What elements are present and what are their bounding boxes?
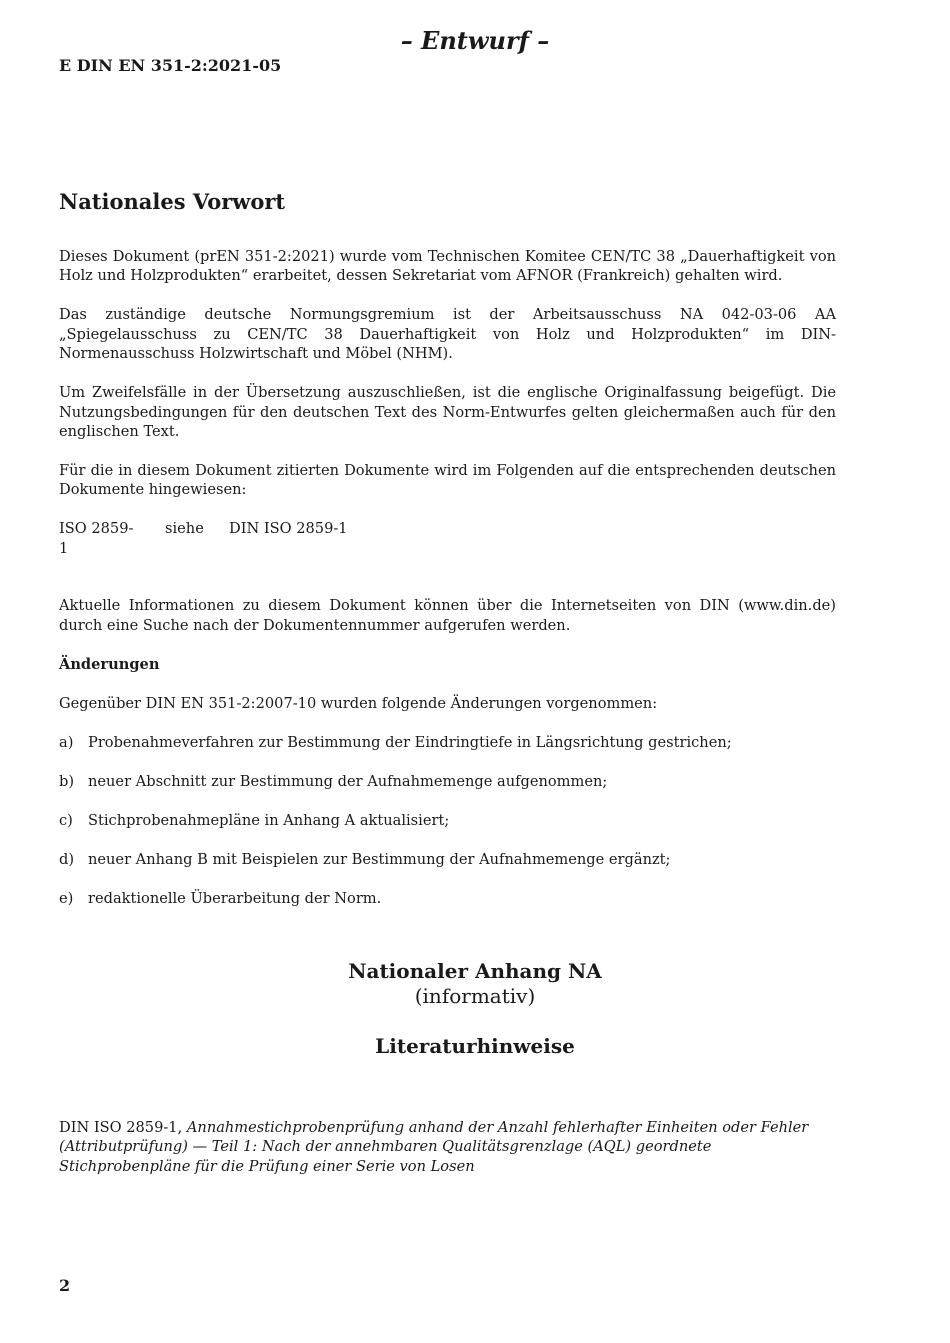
- paragraph: Für die in diesem Dokument zitierten Dokumente wird im Folgenden auf die entsprechenden deutschen Dokumente hingewiesen:: [59, 462, 836, 499]
- list-item-label: a): [59, 733, 74, 751]
- list-item: [59, 811, 836, 830]
- list-item-label: c): [59, 811, 73, 829]
- literature-title: Literaturhinweise: [375, 1034, 575, 1058]
- reference-to: DIN ISO 2859-1: [229, 520, 348, 538]
- paragraph: Um Zweifelsfälle in der Übersetzung auszuschließen, ist die englische Originalfassung beigefügt. Die Nutzungsbedingungen für den deutschen Text des Norm-Entwurfes gelten gleichermaßen auch für den englischen Text.: [59, 384, 836, 441]
- changes-intro: Gegenüber DIN EN 351-2:2007-10 wurden folgende Änderungen vorgenommen:: [59, 694, 658, 712]
- document-id: E DIN EN 351-2:2021-05: [59, 56, 282, 75]
- vorwort-title: Nationales Vorwort: [59, 189, 286, 214]
- list-item: [59, 889, 836, 908]
- list-item: [59, 733, 836, 752]
- reference-line: [59, 519, 836, 558]
- paragraph: Das zuständige deutsche Normungsgremium ist der Arbeitsausschuss NA 042-03-06 AA „Spiegelausschuss zu CEN/TC 38 Dauerhaftigkeit von Holz und Holzprodukten“ im DIN-Normenausschuss Holzwirtschaft und Möbel (NHM).: [59, 306, 836, 363]
- list-item-label: e): [59, 889, 74, 907]
- reference-from: ISO 2859-1: [59, 520, 134, 557]
- list-item-text: Probenahmeverfahren zur Bestimmung der Eindringtiefe in Längsrichtung gestrichen;: [88, 733, 732, 751]
- info-paragraph: Aktuelle Informationen zu diesem Dokument können über die Internetseiten von DIN (www.din.de) durch eine Suche nach der Dokumentennummer aufgerufen werden.: [59, 597, 836, 634]
- list-item-label: d): [59, 850, 75, 868]
- paragraph: Dieses Dokument (prEN 351-2:2021) wurde vom Technischen Komitee CEN/TC 38 „Dauerhaftigkeit von Holz und Holzprodukten“ erarbeitet, dessen Sekretariat vom AFNOR (Frankreich) gehalten wird.: [59, 248, 836, 285]
- list-item-text: Stichprobenahmepläne in Anhang A aktualisiert;: [88, 811, 450, 829]
- annex-title: Nationaler Anhang NA: [348, 959, 602, 983]
- page-number: 2: [59, 1276, 71, 1295]
- changes-heading: Änderungen: [59, 655, 160, 673]
- bibliography-entry: [59, 1118, 836, 1176]
- list-item-text: neuer Anhang B mit Beispielen zur Bestimmung der Aufnahmemenge ergänzt;: [88, 850, 671, 868]
- list-item: [59, 850, 836, 869]
- list-item-text: redaktionelle Überarbeitung der Norm.: [88, 889, 382, 907]
- bibliography-ref-title: Annahmestichprobenprüfung anhand der Anzahl fehlerhafter Einheiten oder Fehler (Attributprüfung) — Teil 1: Nach der annehmbaren Qualitätsgrenzlage (AQL) geordnete Stichprobenpläne für die Prüfung einer Serie von Losen: [59, 1119, 809, 1175]
- list-item: [59, 772, 836, 791]
- vorwort-section: [59, 188, 836, 928]
- draft-label: – Entwurf –: [400, 26, 550, 55]
- annex-heading: [0, 958, 950, 1059]
- list-item-text: neuer Abschnitt zur Bestimmung der Aufnahmemenge aufgenommen;: [88, 772, 608, 790]
- list-item-label: b): [59, 772, 75, 790]
- reference-relation: siehe: [165, 520, 204, 538]
- annex-subtitle: (informativ): [414, 984, 536, 1008]
- bibliography-ref-id: DIN ISO 2859-1,: [59, 1119, 187, 1136]
